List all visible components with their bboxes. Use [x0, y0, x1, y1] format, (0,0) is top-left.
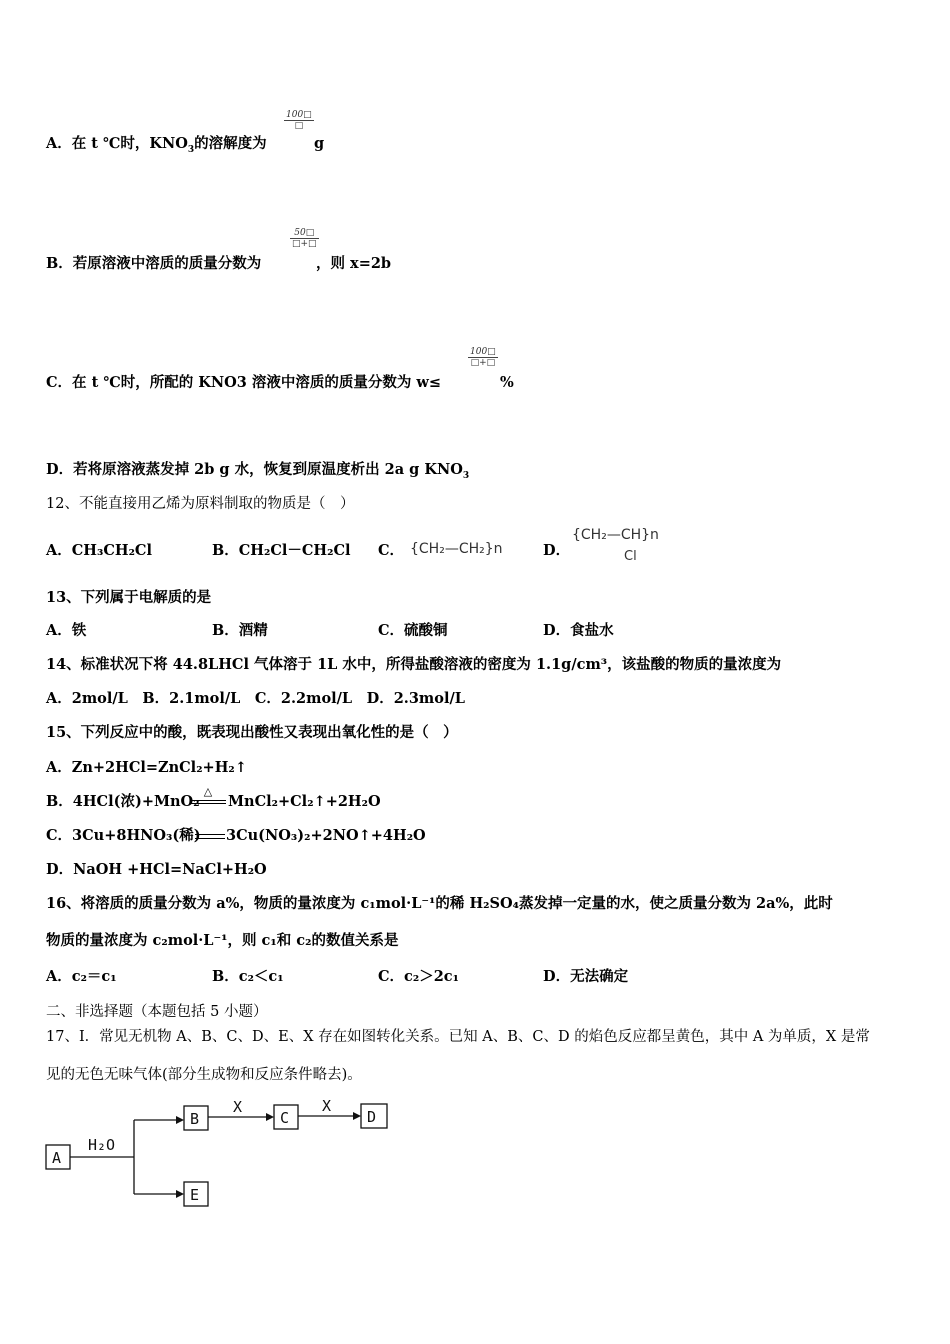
q15-option-b-right: MnCl₂+Cl₂↑+2H₂O: [228, 793, 381, 810]
q15-option-b-arrow-line2: [190, 803, 226, 804]
q16-option-a: A．c₂＝c₁: [46, 968, 117, 985]
q11-option-a-unit: g: [314, 135, 325, 152]
q15-option-a: A．Zn+2HCl=ZnCl₂+H₂↑: [46, 759, 247, 776]
q11-option-c: C．在 t ℃时，所配的 KNO3 溶液中溶质的质量分数为 w≤: [46, 374, 442, 391]
q13-stem: 13、下列属于电解质的是: [46, 589, 212, 606]
q11-option-b: B．若原溶液中溶质的质量分数为: [46, 255, 262, 272]
diagram-label-e: E: [190, 1186, 200, 1204]
q11-option-d: D．若将原溶液蒸发掉 2b g 水，恢复到原温度析出 2a g $KNO_3$: [46, 461, 470, 481]
diagram-arrow-c: [266, 1113, 274, 1121]
q12-option-d-formula: {CH₂—CH}n: [572, 527, 659, 543]
q11-option-b-tail: ，则 x=2b: [316, 255, 392, 272]
q15-option-c-eq-line2: [195, 838, 225, 839]
q15-option-c-left: C．3Cu+8HNO₃(稀): [46, 827, 201, 844]
q16-option-b: B．c₂＜c₁: [212, 968, 284, 985]
q11-option-c-fraction: 100□ □+□: [470, 347, 496, 368]
diagram-label-d: D: [367, 1108, 377, 1126]
q11-option-a: A．在 t ℃时，$KNO_3$的溶解度为: [46, 135, 267, 155]
q12-option-d-substituent: Cl: [624, 549, 637, 564]
diagram-label-x2: X: [322, 1097, 332, 1115]
q13-option-b: B．酒精: [212, 622, 268, 639]
q12-option-c-label: C．: [378, 542, 405, 559]
q12-option-b: B．CH₂Cl－CH₂Cl: [212, 542, 351, 559]
q17-stem-line1: 17、I．常见无机物 A、B、C、D、E、X 存在如图转化关系。已知 A、B、C、D 的焰色反应都呈黄色，其中 A 为单质，X 是常: [46, 1029, 870, 1045]
q11-option-b-fraction: 50□ □+□: [292, 228, 317, 249]
q16-option-d: D．无法确定: [543, 968, 629, 985]
section-2-heading: 二、非选择题（本题包括 5 小题）: [46, 1004, 268, 1020]
q16-option-c: C．c₂＞2c₁: [378, 968, 459, 985]
q16-stem-line2: 物质的量浓度为 c₂mol·L⁻¹，则 c₁和 c₂的数值关系是: [46, 932, 399, 949]
q15-option-c-right: 3Cu(NO₃)₂+2NO↑+4H₂O: [226, 827, 426, 844]
q12-option-c-formula: {CH₂—CH₂}n: [410, 541, 503, 557]
q12-option-d-label: D．: [543, 542, 571, 559]
diagram-arrow-d: [353, 1112, 361, 1120]
q15-option-b-arrow-line1: [190, 800, 226, 801]
q12-option-a: A．CH₃CH₂Cl: [46, 542, 152, 559]
diagram-label-a: A: [52, 1149, 62, 1167]
diagram-arrow-b: [176, 1116, 184, 1124]
q15-option-b-condition: △: [203, 785, 213, 798]
q15-stem: 15、下列反应中的酸，既表现出酸性又表现出氧化性的是（ ）: [46, 724, 458, 741]
diagram-label-b: B: [190, 1110, 200, 1128]
q14-stem: 14、标准状况下将 44.8LHCl 气体溶于 1L 水中，所得盐酸溶液的密度为 1.1g/cm³，该盐酸的物质的量浓度为: [46, 656, 782, 673]
diagram-arrow-e: [176, 1190, 184, 1198]
diagram-label-h2o: H₂O: [88, 1136, 116, 1154]
q15-option-d: D．NaOH +HCl=NaCl+H₂O: [46, 861, 267, 878]
q15-option-c-eq-line1: [195, 834, 225, 835]
q13-option-d: D．食盐水: [543, 622, 614, 639]
q13-option-c: C．硫酸铜: [378, 622, 448, 639]
q13-option-a: A．铁: [46, 622, 87, 639]
q15-option-b-left: B．4HCl(浓)+MnO₂: [46, 793, 200, 810]
q14-options: A．2mol/L B．2.1mol/L C．2.2mol/L D．2.3mol/L: [46, 690, 465, 707]
diagram-label-x1: X: [233, 1098, 243, 1116]
q16-stem-line1: 16、将溶质的质量分数为 a%，物质的量浓度为 c₁mol·L⁻¹的稀 H₂SO₄蒸发掉一定量的水，使之质量分数为 2a%，此时: [46, 895, 833, 912]
q12-stem: 12、不能直接用乙烯为原料制取的物质是（ ）: [46, 496, 355, 512]
q11-option-c-percent: %: [500, 374, 514, 391]
diagram-label-c: C: [280, 1109, 290, 1127]
q17-stem-line2: 见的无色无味气体(部分生成物和反应条件略去)。: [46, 1067, 362, 1083]
q11-option-a-fraction: 100□ □: [286, 110, 312, 131]
conversion-diagram: [40, 1096, 400, 1216]
